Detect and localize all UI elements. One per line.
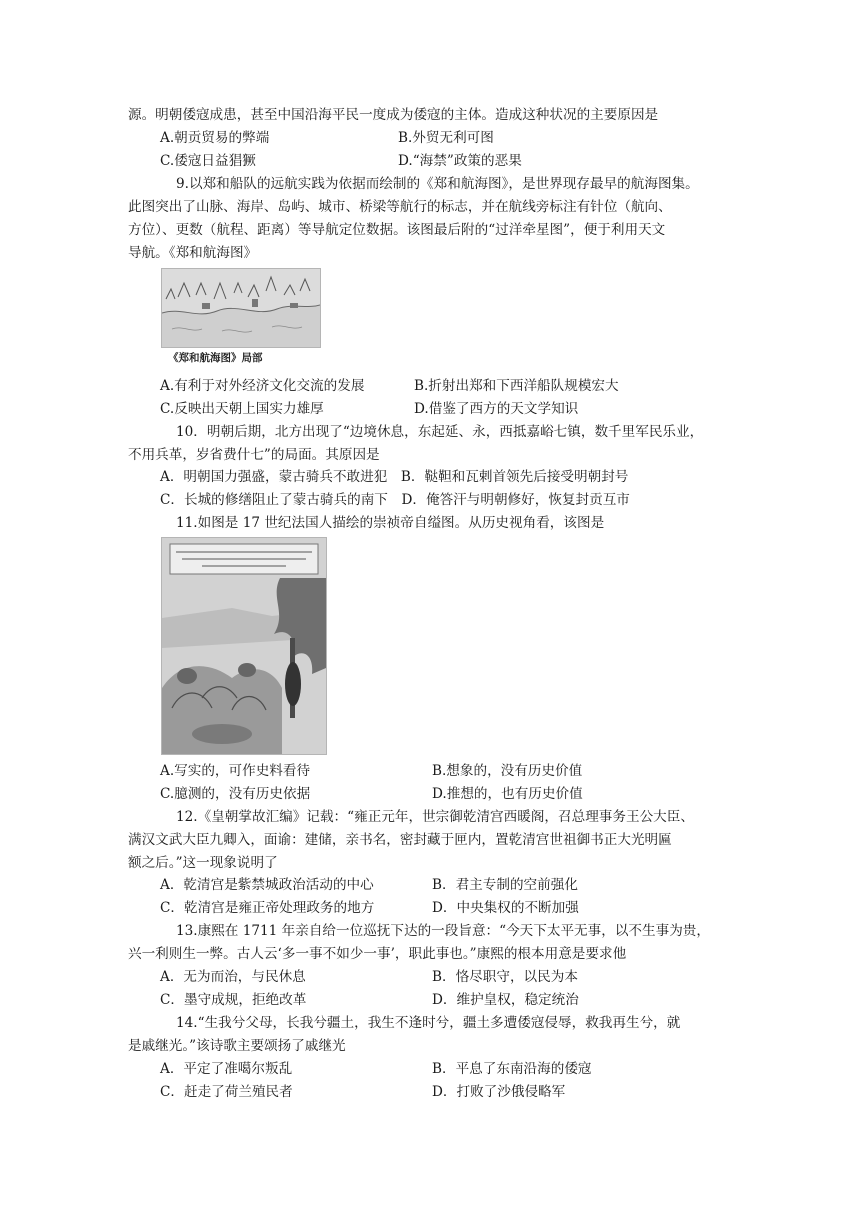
q8-option-d: D.“海禁”政策的恶果	[398, 153, 522, 169]
q13-option-d: D．维护皇权，稳定统治	[432, 992, 579, 1008]
q12-stem-line-3: 额之后。”这一现象说明了	[128, 855, 278, 871]
q11-option-c: C.臆测的，没有历史依据	[160, 786, 311, 802]
q12-option-a: A．乾清宫是紫禁城政治活动的中心	[160, 877, 374, 893]
q9-stem-line-4: 导航。《郑和航海图》	[128, 245, 258, 261]
q11-option-d: D.推想的，也有历史价值	[432, 786, 583, 802]
q13-option-a: A．无为而治，与民休息	[160, 969, 306, 985]
q14-stem-line-1: 14.“生我兮父母，长我兮疆土，我生不逢时兮，疆土多遭倭寇侵辱，救我再生兮，就	[176, 1015, 681, 1031]
chongzhen-engraving-image	[161, 537, 327, 755]
q13-option-c: C．墨守成规，拒绝改革	[160, 992, 307, 1008]
q12-stem-line-1: 12.《皇朝掌故汇编》记载：“雍正元年，世宗御乾清宫西暖阁，召总理事务王公大臣、	[176, 809, 694, 825]
q9-option-a: A.有利于对外经济文化交流的发展	[160, 378, 365, 394]
q12-option-d: D．中央集权的不断加强	[432, 900, 579, 916]
q9-stem-line-1: 9.以郑和船队的远航实践为依据而绘制的《郑和航海图》，是世界现存最早的航海图集。	[176, 176, 699, 192]
q10-stem-line-2: 不用兵革，岁省费什七”的局面。其原因是	[128, 447, 380, 463]
q13-option-b: B．恪尽职守，以民为本	[432, 969, 578, 985]
q9-option-c: C.反映出天朝上国实力雄厚	[160, 401, 324, 417]
q9-stem-line-3: 方位）、更数（航程、距离）等导航定位数据。该图最后附的“过洋牵星图”，便于利用天文	[128, 222, 666, 238]
q9-option-d: D.借鉴了西方的天文学知识	[414, 401, 579, 417]
q9-stem-line-2: 此图突出了山脉、海岸、岛屿、城市、桥梁等航行的标志，并在航线旁标注有针位（航向、	[128, 199, 672, 215]
q12-option-b: B．君主专制的空前强化	[432, 877, 578, 893]
q9-option-b: B.折射出郑和下西洋船队规模宏大	[414, 378, 619, 394]
q8-option-c: C.倭寇日益猖獗	[160, 153, 256, 169]
q12-option-c: C．乾清宫是雍正帝处理政务的地方	[160, 900, 375, 916]
q13-stem-line-2: 兴一利则生一弊。古人云‘多一事不如少一事’，职此事也。”康熙的根本用意是要求他	[128, 946, 627, 962]
map-caption: 《郑和航海图》局部	[168, 352, 263, 364]
q13-stem-line-1: 13.康熙在 1711 年亲自给一位巡抚下达的一段旨意：“今天下太平无事，以不生事为贵，	[176, 923, 710, 939]
q11-option-b: B.想象的，没有历史价值	[432, 763, 583, 779]
q11-option-a: A.写实的，可作史料看待	[160, 763, 311, 779]
q14-stem-line-2: 是戚继光。”该诗歌主要颂扬了戚继光	[128, 1038, 346, 1054]
q14-option-b: B．平息了东南沿海的倭寇	[432, 1061, 592, 1077]
zhenghe-map-image	[161, 268, 321, 348]
q8-option-a: A.朝贡贸易的弊端	[160, 130, 270, 146]
q11-stem: 11.如图是 17 世纪法国人描绘的崇祯帝自缢图。从历史视角看，该图是	[176, 515, 605, 531]
q8-option-b: B.外贸无利可图	[398, 130, 494, 146]
q10-options-cd: C．长城的修缮阻止了蒙古骑兵的南下 D．俺答汗与明朝修好，恢复封贡互市	[160, 492, 630, 508]
q12-stem-line-2: 满汉文武大臣九卿入，面谕：建储，亲书名，密封藏于匣内，置乾清宫世祖御书正大光明匾	[128, 832, 672, 848]
zhenghe-map-illustration	[162, 269, 320, 347]
q14-option-c: C．赶走了荷兰殖民者	[160, 1084, 293, 1100]
q14-option-a: A．平定了准噶尔叛乱	[160, 1061, 293, 1077]
q10-options-ab: A．明朝国力强盛，蒙古骑兵不敢进犯 B．鞑靼和瓦剌首领先后接受明朝封号	[160, 469, 629, 485]
chongzhen-engraving-illustration	[162, 538, 326, 754]
q14-option-d: D．打败了沙俄侵略军	[432, 1084, 566, 1100]
q8-stem-end: 源。明朝倭寇成患，甚至中国沿海平民一度成为倭寇的主体。造成这种状况的主要原因是	[128, 107, 659, 123]
q10-stem-line-1: 10．明朝后期，北方出现了“边境休息，东起延、永，西抵嘉峪七镇，数千里军民乐业，	[176, 424, 704, 440]
